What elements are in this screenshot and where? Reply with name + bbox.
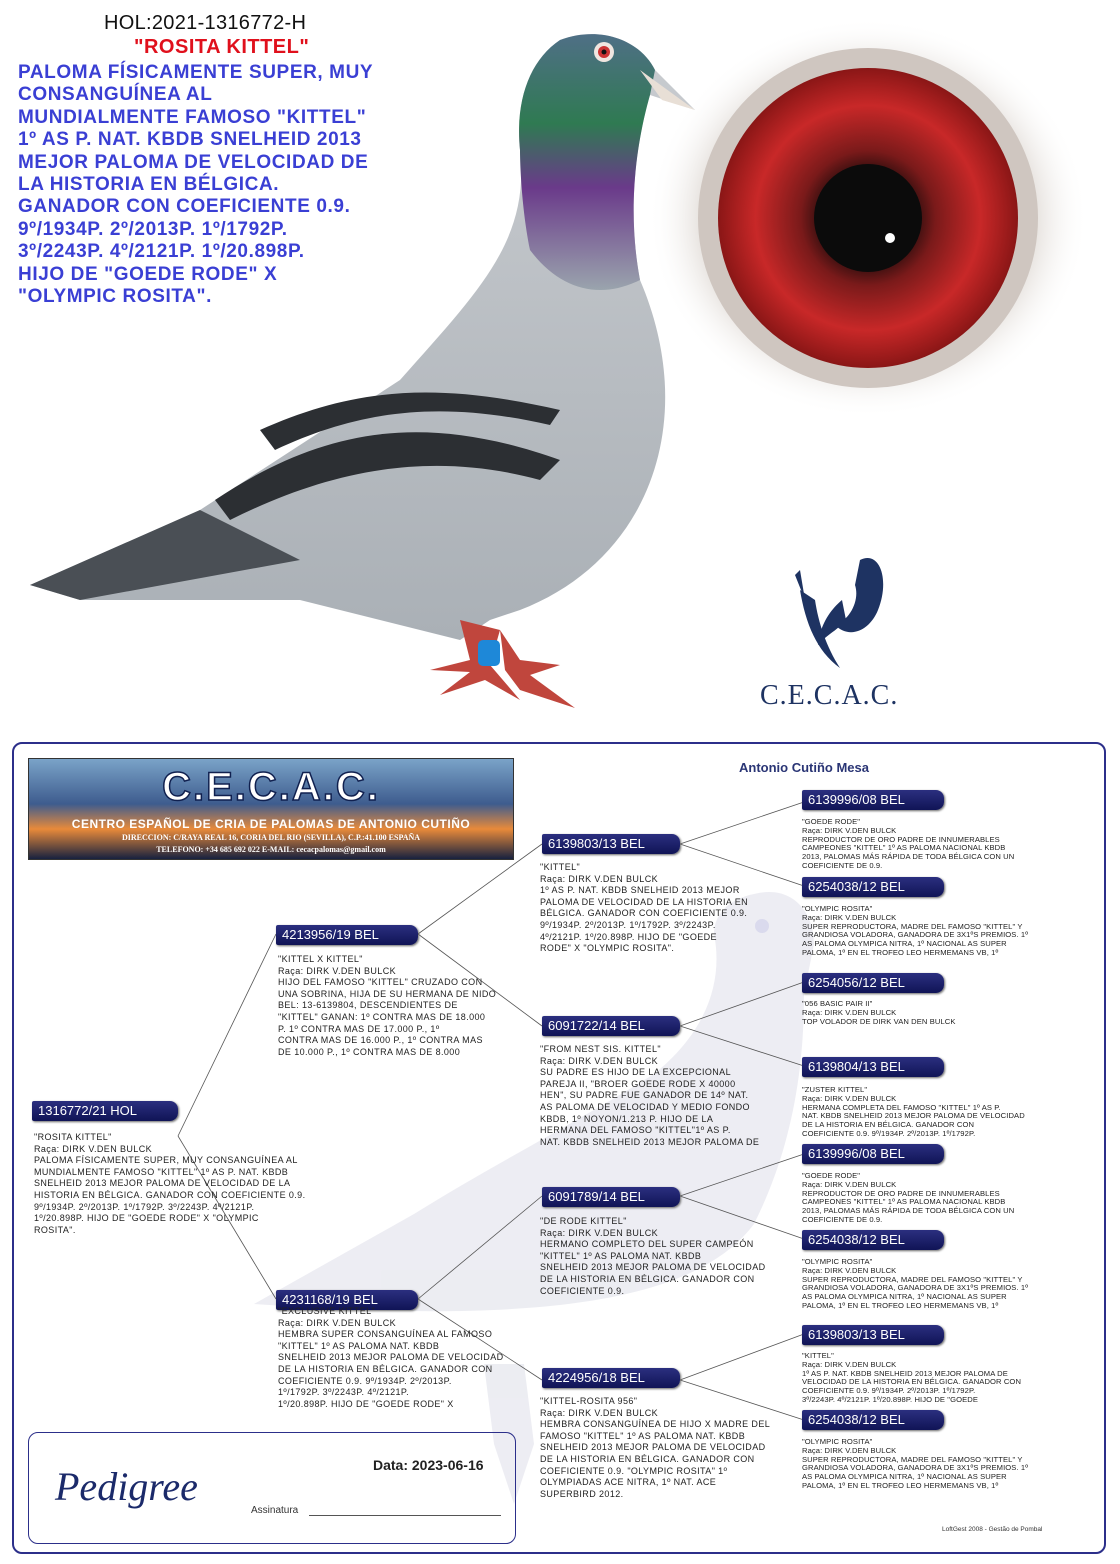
info-line: AS PALOMA DE VELOCIDAD Y MEDIO FONDO	[540, 1101, 750, 1112]
pedigree-node-sds[interactable]: 6254056/12 BEL	[802, 973, 944, 993]
info-line: KBDB, 1º NOYON/1.213 P. HIJO DE LA	[540, 1113, 714, 1124]
info-line: HISTORIA EN BÉLGICA. GANADOR CON COEFICIENTE 0.9.	[34, 1189, 306, 1200]
info-line: Raça: DIRK V.DEN BULCK	[802, 912, 897, 922]
info-line: "GOEDE RODE"	[802, 1171, 861, 1180]
description-line: HIJO DE "GOEDE RODE" X	[18, 263, 278, 285]
banner-title: C.E.C.A.C.	[162, 765, 380, 809]
pedigree-node-dss[interactable]: 6139996/08 BEL	[802, 1144, 944, 1164]
description-line: PALOMA FÍSICAMENTE SUPER, MUY	[18, 62, 374, 83]
info-line: OLYMPIADAS ACE NITRA, 1º NAT. ACE	[540, 1477, 717, 1488]
pedigree-info-sds	[802, 1000, 956, 1026]
signature-box	[28, 1432, 516, 1544]
pedigree-node-sire-dam[interactable]: 6091722/14 BEL	[542, 1016, 680, 1036]
description-line: CONSANGUÍNEA AL	[18, 84, 213, 106]
pedigree-info-sire-dam	[540, 1044, 759, 1148]
info-line: "EXCLUSIVE KITTEL"	[278, 1306, 376, 1316]
description-line: GANADOR CON COEFICIENTE 0.9.	[18, 196, 351, 218]
ring-id: HOL:2021-1316772-H	[104, 12, 307, 34]
info-line: COEFICIENTE 0.9.	[540, 1285, 625, 1296]
info-line: "KITTEL X KITTEL"	[278, 954, 363, 964]
pedigree-node-dds[interactable]: 6139803/13 BEL	[802, 1325, 944, 1345]
pedigree-info-dam-dam	[540, 1396, 770, 1500]
info-line: "GOEDE RODE"	[802, 817, 861, 826]
info-line: PALOMA, 1º EN EL TROFEO LEO HERMEMANS VB, 1º	[802, 1300, 999, 1310]
pedigree-info-dsd	[802, 1258, 1028, 1311]
info-line: SNELHEID 2013 MEJOR PALOMA DE VELOCIDAD	[540, 1262, 766, 1273]
description-line: "OLYMPIC ROSITA".	[18, 286, 212, 308]
info-line: VELOCIDAD DE LA HISTORIA EN BÉLGICA. GANADOR CON	[802, 1377, 1022, 1387]
info-line: Raça: DIRK V.DEN BULCK	[540, 873, 659, 884]
info-line: Raça: DIRK V.DEN BULCK	[540, 1227, 659, 1238]
info-line: "DE RODE KITTEL"	[540, 1216, 627, 1226]
info-line: "KITTEL" 1º AS PALOMA NAT. KBDB	[278, 1340, 440, 1351]
info-line: GRANDIOSA VOLADORA, GANADORA DE 3X1ºS PREMIOS. 1º	[802, 930, 1029, 940]
info-line: PALOMA FÍSICAMENTE SUPER, MUY CONSANGUÍNEA AL	[34, 1155, 298, 1166]
info-line: 2013, PALOMAS MÁS RÁPIDA DE TODA BÉLGICA CON UN	[802, 1206, 1015, 1216]
info-line: Raça: DIRK V.DEN BULCK	[278, 1317, 397, 1328]
signature-line[interactable]	[309, 1515, 501, 1516]
info-line: Raça: DIRK V.DEN BULCK	[540, 1407, 659, 1418]
pedigree-date: Data: 2023-06-16	[373, 1457, 484, 1473]
info-line: 2013, PALOMAS MÁS RÁPIDA DE TODA BÉLGICA CON UN	[802, 852, 1015, 862]
pedigree-node-dam-dam[interactable]: 4224956/18 BEL	[542, 1368, 680, 1388]
info-line: "OLYMPIC ROSITA"	[802, 1257, 873, 1266]
info-line: COEFICIENTE 0.9. 9º/1934P. 2º/2013P. 1º/1792P.	[802, 1386, 976, 1396]
info-line: Raça: DIRK V.DEN BULCK	[802, 1265, 897, 1275]
pedigree-node-sire[interactable]: 4213956/19 BEL	[276, 925, 418, 945]
info-line: REPRODUCTOR DE ORO PADRE DE INNUMERABLES	[802, 834, 1000, 844]
info-line: DE 10.000 P., 1º CONTRA MAS DE 8.000	[278, 1046, 461, 1057]
pedigree-node-dam[interactable]: 4231168/19 BEL	[276, 1290, 418, 1310]
info-line: COEFICIENTE 0.9. 9º/1934P. 2º/2013P.	[278, 1375, 452, 1386]
info-line: RODE" X "OLYMPIC ROSITA".	[540, 943, 675, 954]
pedigree-info-sss	[802, 818, 1014, 871]
info-line: Raça: DIRK V.DEN BULCK	[802, 1179, 897, 1189]
description-line: MEJOR PALOMA DE VELOCIDAD DE	[18, 151, 369, 173]
pedigree-node-ddd[interactable]: 6254038/12 BEL	[802, 1410, 944, 1430]
info-line: 4º/2121P. 1º/20.898P. HIJO DE "GOEDE	[540, 931, 717, 942]
info-line: Raça: DIRK V.DEN BULCK	[802, 1359, 897, 1369]
pedigree-info-dds	[802, 1352, 1021, 1405]
pedigree-node-sire-sire[interactable]: 6139803/13 BEL	[542, 834, 680, 854]
info-line: SUPERBIRD 2012.	[540, 1488, 624, 1499]
info-line: 1º AS P. NAT. KBDB SNELHEID 2013 MEJOR PALOMA DE	[802, 1368, 1008, 1378]
info-line: PALOMA, 1º EN EL TROFEO LEO HERMEMANS VB, 1º	[802, 947, 999, 957]
info-line: AS PALOMA OLYMPICA NITRA, 1º NACIONAL AS SUPER	[802, 1292, 1007, 1302]
info-line: 3º/2243P. 4º/2121P. 1º/20.898P. HIJO DE "GOEDE	[802, 1394, 979, 1404]
info-line: BEL: 13-6139804, DESCENDIENTES DE	[278, 1000, 458, 1011]
info-line: FAMOSO "KITTEL" 1º AS PALOMA NAT. KBDB	[540, 1430, 746, 1441]
info-line: DE LA HISTORIA EN BÉLGICA. GANADOR CON	[540, 1273, 755, 1284]
info-line: "KITTEL-ROSITA 956"	[540, 1396, 638, 1406]
info-line: "OLYMPIC ROSITA"	[802, 904, 873, 913]
info-line: COEFICIENTE DE 0.9.	[802, 1214, 883, 1224]
info-line: REPRODUCTOR DE ORO PADRE DE INNUMERABLES	[802, 1188, 1000, 1198]
info-line: MUNDIALMENTE FAMOSO "KITTEL" 1º AS P. NAT. KBDB	[34, 1166, 289, 1177]
info-line: Raça: DIRK V.DEN BULCK	[802, 825, 897, 835]
pedigree-node-sss[interactable]: 6139996/08 BEL	[802, 790, 944, 810]
pedigree-title: Pedigree	[55, 1464, 198, 1509]
info-line: 9º/1934P. 2º/2013P. 1º/1792P. 3º/2243P. 4º/2121P.	[34, 1201, 255, 1212]
info-line: DE LA HISTORIA EN BÉLGICA. GANADOR CON	[278, 1363, 493, 1374]
banner-phone: TELEFONO: +34 685 692 022 E-MAIL: cecacpalomas@gmail.com	[156, 845, 386, 854]
pedigree-info-sdd	[802, 1086, 1025, 1139]
pedigree-info-sire-sire	[540, 862, 748, 955]
pedigree-info-dam-sire	[540, 1216, 766, 1297]
info-line: DE LA HISTORIA EN BÉLGICA. GANADOR CON	[540, 1453, 755, 1464]
banner-subtitle: CENTRO ESPAÑOL DE CRIA DE PALOMAS DE ANTONIO CUTIÑO	[71, 817, 471, 831]
info-line: "KITTEL"	[802, 1351, 834, 1360]
info-line: 1º/20.898P. HIJO DE "GOEDE RODE" X	[278, 1398, 454, 1409]
info-line: SNELHEID 2013 MEJOR PALOMA DE VELOCIDAD	[540, 1442, 766, 1453]
info-line: COEFICIENTE 0.9. "OLYMPIC ROSITA" 1º	[540, 1465, 728, 1476]
info-line: CAMPEONES "KITTEL" 1º AS PALOMA NACIONAL KBDB	[802, 1197, 1006, 1207]
info-line: "056 BASIC PAIR II"	[802, 999, 873, 1008]
info-line: NAT. KBDB SNELHEID 2013 MEJOR PALOMA DE VELOCIDAD	[802, 1111, 1025, 1121]
info-line: UNA SOBRINA, HIJA DE SU HERMANA DE NIDO	[278, 988, 497, 999]
info-line: COEFICIENTE DE 0.9.	[802, 860, 883, 870]
info-line: CAMPEONES "KITTEL" 1º AS PALOMA NACIONAL KBDB	[802, 843, 1006, 853]
cecac-logo-text: C.E.C.A.C.	[760, 680, 899, 711]
info-line: Raça: DIRK V.DEN BULCK	[34, 1143, 153, 1154]
info-line: SUPER REPRODUCTORA, MADRE DEL FAMOSO "KITTEL" Y	[802, 1454, 1023, 1464]
description-line: 1º AS P. NAT. KBDB SNELHEID 2013	[18, 129, 362, 151]
cecac-logo-bird	[795, 558, 883, 668]
pedigree-info-root	[34, 1132, 306, 1236]
info-line: TOP VOLADOR DE DIRK VAN DEN BULCK	[802, 1016, 956, 1026]
info-line: BÉLGICA. GANADOR CON COEFICIENTE 0.9.	[540, 908, 748, 919]
pedigree-node-dsd[interactable]: 6254038/12 BEL	[802, 1230, 944, 1250]
bird-showcase	[0, 0, 1120, 728]
info-line: AS PALOMA OLYMPICA NITRA, 1º NACIONAL AS SUPER	[802, 1472, 1007, 1482]
info-line: SNELHEID 2013 MEJOR PALOMA DE VELOCIDAD DE LA	[34, 1178, 291, 1189]
info-line: "ROSITA KITTEL"	[34, 1132, 112, 1142]
owner-name: Antonio Cutiño Mesa	[739, 760, 869, 775]
info-line: SUPER REPRODUCTORA, MADRE DEL FAMOSO "KITTEL" Y	[802, 1274, 1023, 1284]
info-line: "OLYMPIC ROSITA"	[802, 1437, 873, 1446]
info-line: 1º/1792P. 3º/2243P. 4º/2121P.	[278, 1387, 410, 1398]
info-line: COEFICIENTE 0.9. 9º/1934P. 2º/2013P. 1º/1792P.	[802, 1128, 976, 1138]
info-line: Raça: DIRK V.DEN BULCK	[802, 1093, 897, 1103]
pedigree-node-dam-sire[interactable]: 6091789/14 BEL	[542, 1187, 680, 1207]
pedigree-info-sire	[278, 954, 496, 1058]
info-line: AS PALOMA OLYMPICA NITRA, 1º NACIONAL AS SUPER	[802, 939, 1007, 949]
signature-label: Assinatura	[251, 1505, 299, 1516]
info-line: P. 1º CONTRA MAS DE 17.000 P., 1º	[278, 1023, 440, 1034]
description-line: MUNDIALMENTE FAMOSO "KITTEL"	[18, 106, 367, 128]
info-line: Raça: DIRK V.DEN BULCK	[278, 965, 397, 976]
info-line: Raça: DIRK V.DEN BULCK	[802, 1445, 897, 1455]
description-line: 3º/2243P. 4º/2121P. 1º/20.898P.	[18, 241, 305, 263]
pedigree-info-ddd	[802, 1438, 1028, 1491]
info-line: Raça: DIRK V.DEN BULCK	[802, 1007, 897, 1017]
info-line: "KITTEL" GANAN: 1º CONTRA MAS DE 18.000	[278, 1011, 486, 1022]
info-line: HEN", SU PADRE FUE GANADOR DE 14º NAT.	[540, 1090, 749, 1101]
info-line: NAT. KBDB SNELHEID 2013 MEJOR PALOMA DE	[540, 1136, 760, 1147]
info-line: HERMANO COMPLETO DEL SUPER CAMPEÓN	[540, 1239, 754, 1250]
info-line: SNELHEID 2013 MEJOR PALOMA DE VELOCIDAD	[278, 1352, 504, 1363]
info-line: HEMBRA CONSANGUÍNEA DE HIJO X MADRE DEL	[540, 1419, 771, 1430]
info-line: GRANDIOSA VOLADORA, GANADORA DE 3X1ºS PREMIOS. 1º	[802, 1283, 1029, 1293]
info-line: 1º AS P. NAT. KBDB SNELHEID 2013 MEJOR	[540, 885, 740, 896]
info-line: 9º/1934P. 2º/2013P. 1º/1792P. 3º/2243P.	[540, 919, 716, 930]
info-line: "ZUSTER KITTEL"	[802, 1085, 868, 1094]
info-line: GRANDIOSA VOLADORA, GANADORA DE 3X1ºS PREMIOS. 1º	[802, 1463, 1029, 1473]
info-line: PAREJA II, "BROER GOEDE RODE X 40000	[540, 1078, 736, 1089]
info-line: HERMANA COMPLETA DEL FAMOSO "KITTEL" 1º AS P.	[802, 1102, 1001, 1112]
info-line: "KITTEL" 1º AS PALOMA NAT. KBDB	[540, 1250, 702, 1261]
description-line: LA HISTORIA EN BÉLGICA.	[18, 174, 280, 196]
pedigree-info-ssd	[802, 905, 1028, 958]
pedigree-node-root[interactable]: 1316772/21 HOL	[32, 1101, 178, 1121]
info-line: Raça: DIRK V.DEN BULCK	[540, 1055, 659, 1066]
info-line: "KITTEL"	[540, 862, 581, 872]
info-line: PALOMA, 1º EN EL TROFEO LEO HERMEMANS VB, 1º	[802, 1480, 999, 1490]
info-line: ROSITA".	[34, 1224, 76, 1235]
pedigree-node-ssd[interactable]: 6254038/12 BEL	[802, 877, 944, 897]
bird-description	[18, 62, 458, 308]
info-line: SUPER REPRODUCTORA, MADRE DEL FAMOSO "KITTEL" Y	[802, 921, 1023, 931]
pedigree-info-dam	[278, 1306, 504, 1410]
eye-closeup	[648, 18, 1088, 418]
software-footer: LoftGest 2008 - Gestão de Pombal	[942, 1526, 1043, 1533]
info-line: 1º/20.898P. HIJO DE "GOEDE RODE" X "OLYMPIC	[34, 1213, 259, 1224]
bird-name: "ROSITA KITTEL"	[134, 36, 310, 58]
info-line: HIJO DEL FAMOSO "KITTEL" CRUZADO CON	[278, 977, 483, 988]
info-line: "FROM NEST SIS. KITTEL"	[540, 1044, 661, 1054]
pedigree-node-sdd[interactable]: 6139804/13 BEL	[802, 1057, 944, 1077]
info-line: DE LA HISTORIA EN BÉLGICA. GANADOR CON	[802, 1120, 975, 1130]
pedigree-info-dss	[802, 1172, 1014, 1225]
pedigree-sheet	[12, 742, 1106, 1554]
banner-address: DIRECCION: C/RAYA REAL 16, CORIA DEL RIO (SEVILLA), C.P.:41.100 ESPAÑA	[121, 833, 421, 842]
info-line: SU PADRE ES HIJO DE LA EXCEPCIONAL	[540, 1067, 731, 1078]
info-line: HEMBRA SUPER CONSANGUÍNEA AL FAMOSO	[278, 1329, 493, 1340]
description-line: 9º/1934P. 2º/2013P. 1º/1792P.	[18, 218, 288, 240]
info-line: CONTRA MAS DE 16.000 P., 1º CONTRA MAS	[278, 1035, 483, 1046]
info-line: HERMANA DEL FAMOSO "KITTEL"1º AS P.	[540, 1125, 731, 1136]
info-line: PALOMA DE VELOCIDAD DE LA HISTORIA EN	[540, 896, 749, 907]
